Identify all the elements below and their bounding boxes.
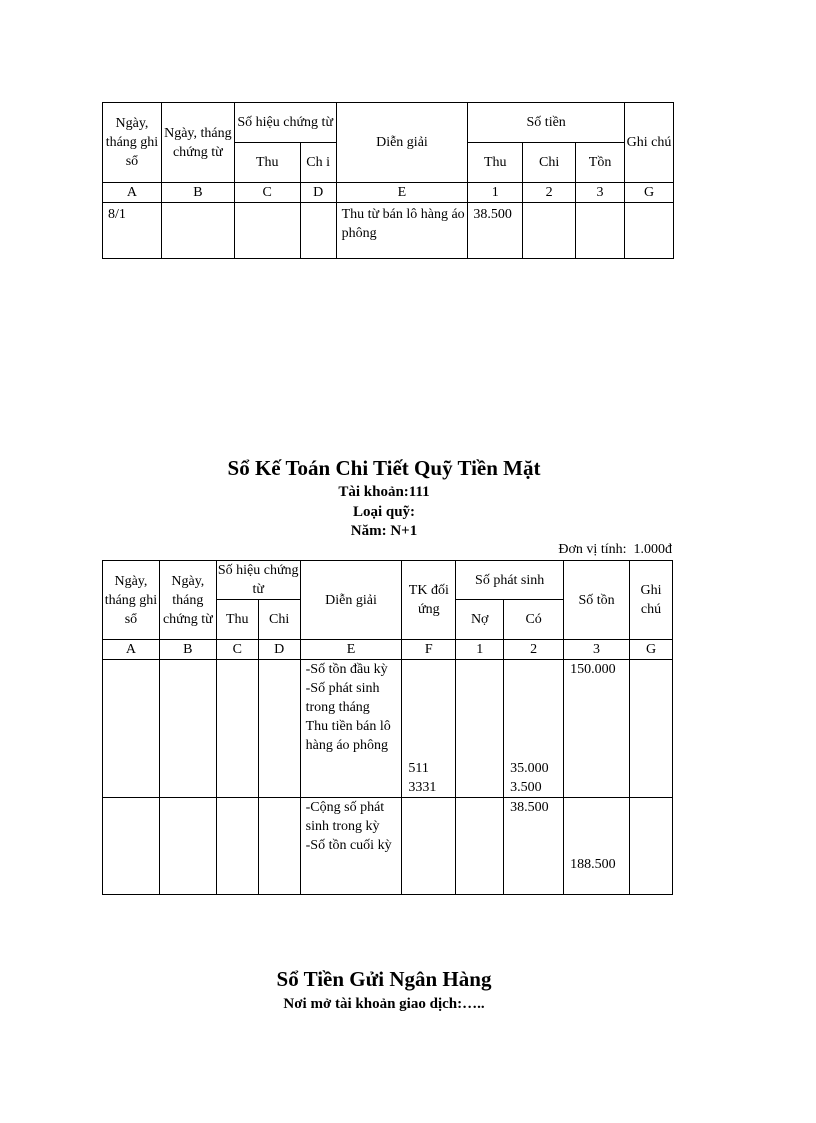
header-so-hieu: Số hiệu chứng từ — [216, 561, 300, 600]
header-no: Nợ — [456, 600, 504, 640]
header-co: Có — [504, 600, 564, 640]
ledger-account: Tài khoản:111 — [338, 484, 430, 500]
header-st-ton: Tồn — [576, 143, 625, 183]
empty-cell — [103, 798, 160, 895]
bank-title: Sổ Tiền Gửi Ngân Hàng — [276, 967, 492, 991]
code-cell: 1 — [468, 183, 523, 203]
header-ghi-chu: Ghi chú — [630, 561, 673, 640]
code-cell: A — [103, 640, 160, 660]
header-chi: Ch i — [300, 143, 336, 183]
empty-cell — [625, 203, 674, 259]
empty-cell — [630, 660, 673, 798]
row-desc: Thu từ bán lô hàng áo phông — [336, 203, 468, 259]
code-cell: A — [103, 183, 162, 203]
empty-cell — [234, 203, 300, 259]
empty-cell — [456, 660, 504, 798]
row1-desc: -Số tồn đầu kỳ -Số phát sinh trong tháng Thu tiền bán lô hàng áo phông — [300, 660, 402, 798]
code-cell: 3 — [576, 183, 625, 203]
header-ghi-chu: Ghi chú — [625, 103, 674, 183]
row1-tk: 511 3331 — [402, 660, 456, 798]
row-date: 8/1 — [103, 203, 162, 259]
code-cell: 1 — [456, 640, 504, 660]
empty-cell — [258, 660, 300, 798]
header-dien-giai: Diễn giải — [336, 103, 468, 183]
header-ngay-ghi-so: Ngày, tháng ghi sổ — [103, 561, 160, 640]
code-cell: C — [216, 640, 258, 660]
empty-cell — [159, 660, 216, 798]
header-ngay-chung-tu: Ngày, tháng chứng từ — [159, 561, 216, 640]
empty-cell — [456, 798, 504, 895]
header-dien-giai: Diễn giải — [300, 561, 402, 640]
bank-subtitle: Nơi mở tài khoản giao dịch:….. — [283, 996, 485, 1012]
code-cell: D — [258, 640, 300, 660]
code-cell: F — [402, 640, 456, 660]
header-so-hieu: Số hiệu chứng từ — [234, 103, 336, 143]
empty-cell — [159, 798, 216, 895]
header-ngay-ghi-so: Ngày, tháng ghi sổ — [103, 103, 162, 183]
header-st-thu: Thu — [468, 143, 523, 183]
row1-ton: 150.000 — [564, 660, 630, 798]
ledger-fund-type: Loại quỹ: — [352, 504, 416, 520]
code-cell: E — [336, 183, 468, 203]
empty-cell — [216, 798, 258, 895]
row1-co: 35.000 3.500 — [504, 660, 564, 798]
header-st-chi: Chi — [523, 143, 576, 183]
empty-cell — [300, 203, 336, 259]
header-chi: Chi — [258, 600, 300, 640]
header-so-phat-sinh: Số phát sinh — [456, 561, 564, 600]
empty-cell — [402, 798, 456, 895]
code-cell: E — [300, 640, 402, 660]
row2-desc: -Cộng số phát sinh trong kỳ -Số tồn cuối kỳ — [300, 798, 402, 895]
ledger-unit: Đơn vị tính: 1.000đ — [558, 542, 672, 557]
code-cell: B — [159, 640, 216, 660]
empty-cell — [103, 660, 160, 798]
row-thu: 38.500 — [468, 203, 523, 259]
header-tk: TK đối ứng — [402, 561, 456, 640]
empty-cell — [523, 203, 576, 259]
cash-ledger-table — [102, 560, 673, 895]
empty-cell — [630, 798, 673, 895]
code-cell: 3 — [564, 640, 630, 660]
ledger-title: Sổ Kế Toán Chi Tiết Quỹ Tiền Mặt — [227, 456, 541, 480]
ledger-year: Năm: N+1 — [350, 523, 418, 539]
empty-cell — [216, 660, 258, 798]
empty-cell — [161, 203, 234, 259]
row2-co: 38.500 — [504, 798, 564, 895]
code-cell: G — [630, 640, 673, 660]
header-ngay-chung-tu: Ngày, tháng chứng từ — [161, 103, 234, 183]
empty-cell — [576, 203, 625, 259]
code-cell: G — [625, 183, 674, 203]
row2-ton: 188.500 — [564, 798, 630, 895]
header-so-ton: Số tồn — [564, 561, 630, 640]
code-cell: B — [161, 183, 234, 203]
code-cell: C — [234, 183, 300, 203]
header-so-tien: Số tiền — [468, 103, 625, 143]
empty-cell — [258, 798, 300, 895]
code-cell: 2 — [504, 640, 564, 660]
cash-receipt-table — [102, 102, 674, 259]
header-thu: Thu — [216, 600, 258, 640]
code-cell: 2 — [523, 183, 576, 203]
code-cell: D — [300, 183, 336, 203]
header-thu: Thu — [234, 143, 300, 183]
